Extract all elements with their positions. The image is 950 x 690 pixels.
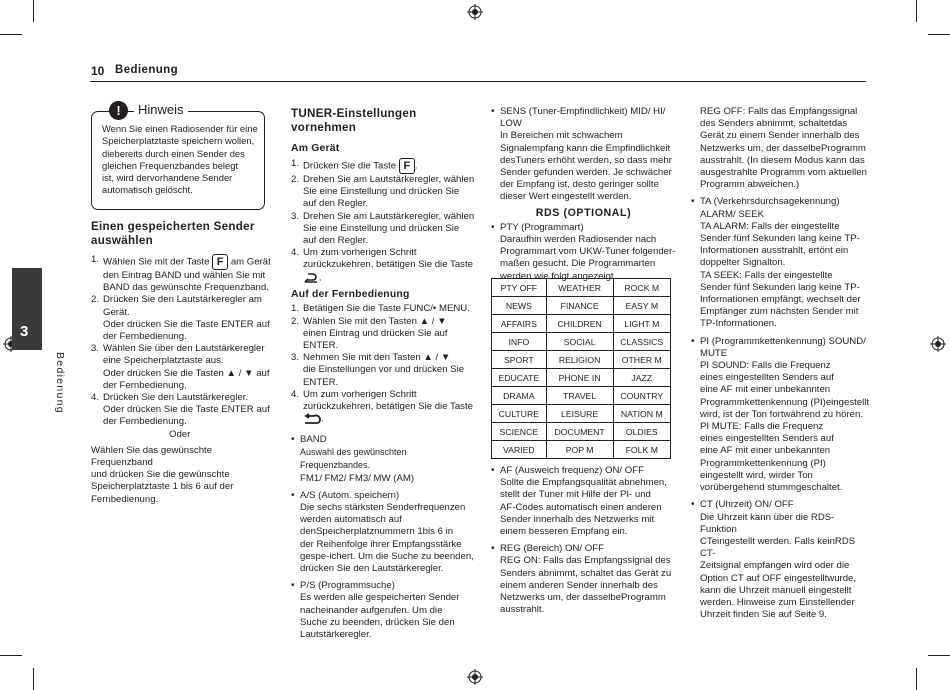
table-cell: WEATHER (546, 279, 613, 297)
table-cell: INFO (492, 333, 547, 351)
list-item: 3. Drehen Sie am Lautstärkeregler, wählen Sie eine Einstellung und drücken Sie auf den Regler. (291, 210, 475, 247)
table-cell: LIGHT M (613, 315, 670, 333)
table-row (492, 423, 671, 441)
table-cell: EDUCATE (492, 369, 547, 387)
crop-mark (33, 0, 34, 22)
steps-list (91, 254, 271, 429)
list-item: 4. Um zum vorherigen Schritt zurückzukehren, betätigen Sie die Taste . (291, 247, 473, 284)
list-item: • TA (Verkehrsdurchsagekennung) ALARM/ SEEK TA ALARM: Falls der eingestellte Sender fünf Sekunden lang keine TP- Informationen ausstrahlt, ertönt ein doppelter Signalton. TA SEEK: Falls der eingestellte Sender fünf Sekunden lang keine TP- Informationen empfängt, wechselt der Empfänger zum nächsten Sender mit TP-Informationen. (691, 196, 871, 330)
list-item: • SENS (Tuner-Empfindlichkeit) MID/ HI/ LOW In Bereichen mit schwachem Signalempfang kann die Empfindlichkeit desTuners erhöht werden, so dass mehr Sender gefunden werden. Je schwächer der Empfang ist, desto geringer sollte dieser Wert eingestellt werden. (491, 106, 676, 204)
table-cell: CLASSICS (613, 333, 670, 351)
remote-steps (291, 303, 476, 426)
table-cell: POP M (546, 441, 613, 459)
crop-mark (33, 668, 34, 690)
return-arrow-icon (303, 272, 319, 284)
table-row (492, 441, 671, 459)
crop-mark (928, 655, 950, 656)
function-key-icon: F (399, 158, 415, 174)
table-cell: ROCK M (613, 279, 670, 297)
list-item: • CT (Uhrzeit) ON/ OFF Die Uhrzeit kann über die RDS-Funktion CTeingestellt werden. Falls keinRDS CT- Zeitsignal empfangen wird oder die Option CT auf OFF eingestelltwurde, kann die Uhrzeit manuell eingestellt werden. Hinweise zum Einstellender Uhrzeit finden Sie auf Seite 9. (691, 499, 871, 621)
back-arrow-icon (303, 413, 321, 425)
crop-mark (916, 0, 917, 22)
table-row (492, 279, 671, 297)
rds-options-section (691, 106, 871, 626)
list-item: 1. Betätigen Sie die Taste FUNC/• MENU. (291, 303, 470, 315)
table-row (492, 387, 671, 405)
table-cell: NATION M (613, 405, 670, 423)
note-title: Hinweis (134, 102, 188, 117)
table-row (492, 333, 671, 351)
sens-list (491, 106, 676, 204)
table-cell: TRAVEL (546, 387, 613, 405)
list-item: 2. Drücken Sie den Lautstärkeregler am Gerät. Oder drücken Sie die Taste ENTER auf der Fernbedienung. (91, 294, 270, 343)
reg-off-text: REG OFF: Falls das Empfangssignal des Senders abnimmt, schaltetdas Gerät zu einem Sender innerhalb des Netzwerks um, der dasselbeProgramm ausstrahlt. (In diesem Modus kann das ausgestrahlte Programm vom aktuellen Programm abweichen.) (700, 106, 867, 191)
table-cell: FOLK M (613, 441, 670, 459)
tuner-section (291, 107, 476, 646)
pty-list (491, 222, 676, 283)
af-reg-section (491, 465, 676, 621)
chapter-label: Bedienung (54, 352, 66, 414)
table-cell: EASY M (613, 297, 670, 315)
list-item: • A/S (Autom. speichern) Die sechs stärksten Senderfrequenzen werden automatisch auf denSpeicherplatznummern 1bis 6 in der Reihenfolge ihrer Empfangsstärke gespe-ichert. Um die Suche zu beenden, drücken Sie den Lautstärkeregler. (291, 490, 476, 575)
table-cell: FINANCE (546, 297, 613, 315)
rds-section (491, 106, 676, 288)
remote-heading: Auf der Fernbedienung (291, 289, 410, 301)
page-number: 10 (91, 64, 105, 78)
table-cell: PHONE IN (546, 369, 613, 387)
table-row (492, 405, 671, 423)
device-steps (291, 158, 476, 284)
list-item: 3. Nehmen Sie mit den Tasten ▲ / ▼ die Einstellungen vor und drücken Sie ENTER. (291, 352, 465, 388)
list-item: • AF (Ausweich frequenz) ON/ OFF Sollte die Empfangsqualität abnehmen, stellt der Tuner mit Hilfe der PI- und AF-Codes automatisch einen anderen Sender innerhalb des Netzwerks mit einem besseren Empfang ein. (491, 465, 676, 538)
crop-mark (0, 34, 22, 35)
table-cell: AFFAIRS (492, 315, 547, 333)
table-cell: JAZZ (613, 369, 670, 387)
tuner-heading: TUNER-Einstellungen vornehmen (291, 107, 417, 134)
table-cell: SCIENCE (492, 423, 547, 441)
table-row (492, 351, 671, 369)
table-cell: RELIGION (546, 351, 613, 369)
list-item: 3. Wählen Sie über den Lautstärkeregler eine Speicherplatztaste aus. Oder drücken Sie die Tasten ▲ / ▼ auf der Fernbedienung. (91, 343, 270, 391)
table-cell: OTHER M (613, 351, 670, 369)
list-item: • BAND Auswahl des gewünschten Frequenzbandes. FM1/ FM2/ FM3/ MW (AM) (291, 434, 476, 485)
list-item: • PTY (Programmart) Daraufhin werden Radiosender nach Programmart vom UKW-Tuner folgender- maßen gesucht. Die Programmarten werden wie folgt angezeigt. (491, 222, 676, 283)
pty-table (491, 278, 671, 459)
exclamation-icon: ! (109, 101, 128, 120)
section-heading: Einen gespeicherten Sender (91, 220, 255, 233)
table-cell: PTY OFF (492, 279, 547, 297)
table-cell: OLDIES (613, 423, 670, 441)
function-key-icon: F (212, 254, 228, 270)
crop-mark (928, 34, 950, 35)
registration-mark-icon (930, 336, 946, 352)
chapter-number: 3 (20, 323, 29, 340)
table-row (492, 315, 671, 333)
list-item: • P/S (Programmsuche) Es werden alle gespeicherten Sender nacheinander aufgerufen. Um die Suche zu beenden, drücken Sie den Lautstärkeregler. (291, 580, 476, 641)
list-item: 2. Drehen Sie am Lautstärkeregler, wählen Sie eine Einstellung und drücken Sie auf den Regler. (291, 174, 475, 210)
af-reg-list (491, 465, 676, 616)
table-cell: VARIED (492, 441, 547, 459)
table-row (492, 297, 671, 315)
tuner-options (291, 434, 476, 641)
rds-options-list (691, 196, 871, 621)
registration-mark-icon (467, 669, 483, 685)
list-item: 4. Drücken Sie den Lautstärkeregler. Oder drücken Sie die Taste ENTER auf der Fernbedienung. (91, 392, 270, 428)
table-cell: COUNTRY (613, 387, 670, 405)
table-cell: SOCIAL (546, 333, 613, 351)
registration-mark-icon (467, 4, 483, 20)
device-heading: Am Gerät (291, 143, 340, 154)
crop-mark (0, 655, 22, 656)
list-item: • PI (Programmkettenkennung) SOUND/ MUTE PI SOUND: Falls die Frequenz eines eingestellten Senders auf eine AF mit einer unbekannten Programmkettenkennung (PI)eingestellt wird, ist der Ton fortwährend zu hören. PI MUTE: Falls die Frequenz eines eingestellten Senders auf eine AF mit einer unbekannten Programmkettenkennung (PI) eingestellt wird, wirder Ton vorübergehend stummgeschaltet. (691, 336, 871, 495)
table-cell: LEISURE (546, 405, 613, 423)
oder-text: Oder (169, 428, 191, 440)
table-cell: DRAMA (492, 387, 547, 405)
header-divider (90, 81, 866, 82)
table-cell: NEWS (492, 297, 547, 315)
list-item: • REG (Bereich) ON/ OFF REG ON: Falls das Empfangssignal des Senders abnimmt, schaltet das Gerät zu einem anderen Sender innerhalb des Netzwerks um, der dasselbeProgramm ausstrahlt. (491, 543, 676, 616)
table-cell: CHILDREN (546, 315, 613, 333)
note-text: Wenn Sie einen Radiosender für eine Speicherplatztaste speichern wollen, diebereits durch einen Sender des gleichen Frequenzbandes belegt ist, wird dervorhandene Sender automatisch gelöscht. (102, 123, 258, 196)
table-cell: SPORT (492, 351, 547, 369)
table-cell: DOCUMENT (546, 423, 613, 441)
list-item: 4. Um zum vorherigen Schritt zurückzukehren, betätigen Sie die Taste . (291, 388, 473, 425)
section-title: Bedienung (115, 64, 179, 76)
section-heading: auswählen (91, 234, 153, 247)
saved-station-section: Einen gespeicherten Sender auswählen 1. Wählen Sie mit der Taste F am Gerät den Eintrag BAND und wählen Sie mit BAND das gewünschte Frequenzband. 2. Drücken Sie den Lautstärkeregler am Gerät. Oder drücken Sie die Taste ENTER auf der Fernbedienung. 3. Wählen Sie über den Lautstärkeregler eine Speicherplatztaste aus. Oder drücken Sie die Tasten ▲ / ▼ auf der Fernbedienung. 4. Drücken Sie den Lautstärkeregler. Oder drücken Sie die Taste ENTER auf der Fernbedienung. Oder Wählen Sie das gewünschte Frequenzband und drücken Sie die gewünschte Speicherplatztaste 1 bis 6 auf der Fernbedienung. (91, 220, 271, 505)
crop-mark (916, 668, 917, 690)
table-row (492, 369, 671, 387)
list-item: 1. Drücken Sie die Taste F . (291, 158, 418, 172)
table-cell: CULTURE (492, 405, 547, 423)
rds-heading: RDS (OPTIONAL) (535, 206, 632, 219)
list-item: 1. Wählen Sie mit der Taste F am Gerät den Eintrag BAND und wählen Sie mit BAND das gewünschte Frequenzband. (91, 254, 271, 294)
list-item: 2. Wählen Sie mit den Tasten ▲ / ▼ einen Eintrag und drücken Sie auf ENTER. (291, 315, 448, 351)
